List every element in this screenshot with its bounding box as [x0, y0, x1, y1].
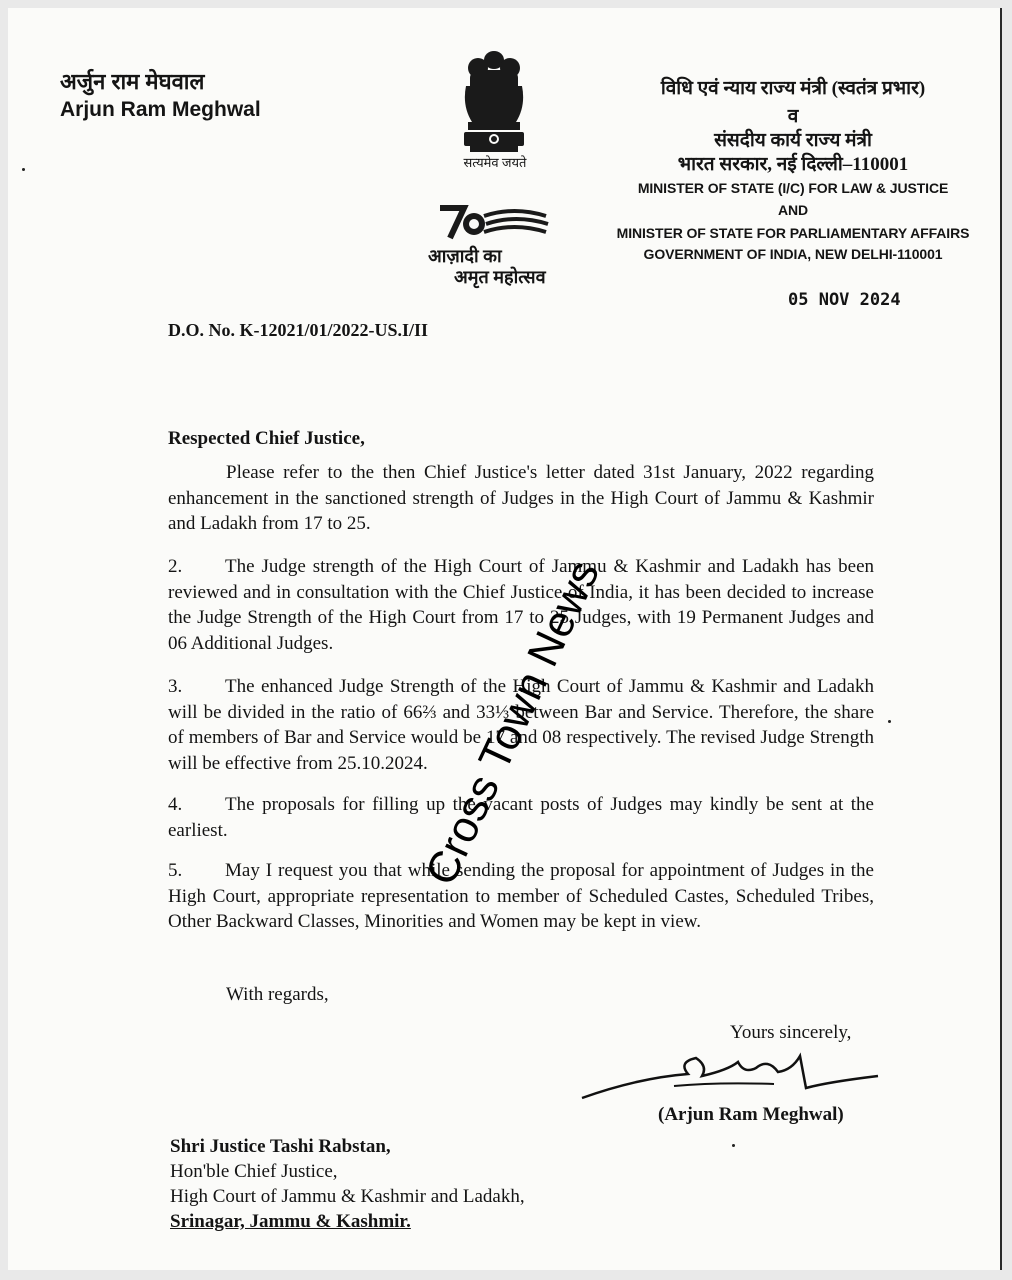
- designation-hindi-line-2: व: [787, 106, 799, 127]
- paragraph-number: 3.: [168, 676, 183, 697]
- addressee-location: Srinagar, Jammu & Kashmir.: [170, 1211, 411, 1232]
- paragraph-text: The Judge strength of the High Court of Jammu & Kashmir and Ladakh has been reviewed and in consultation with the Chief Justice of India, it has been decided to increase the Judge Strength of the High Court from 17 to 25 Judges, with 19 Permanent Judges and 06 Additional Judges.: [168, 556, 874, 654]
- paragraph-4: [168, 792, 874, 843]
- designation-english-line-4: GOVERNMENT OF INDIA, NEW DELHI-110001: [643, 246, 943, 262]
- salutation: Respected Chief Justice,: [168, 428, 365, 449]
- designation-hindi-line-3: संसदीय कार्य राज्य मंत्री: [714, 130, 872, 151]
- watermark: Cross Town News: [416, 553, 609, 893]
- do-number: D.O. No. K-12021/01/2022-US.I/II: [168, 320, 429, 340]
- designation-english-line-3: MINISTER OF STATE FOR PARLIAMENTARY AFFAIRS: [616, 225, 970, 241]
- paragraph-text: The proposals for filling up the vacant posts of Judges may kindly be sent at the earliest.: [168, 794, 874, 841]
- emblem-motto: सत्यमेव जयते: [463, 155, 527, 170]
- date-stamp: 05 NOV 2024: [788, 290, 901, 310]
- designation-hindi-line-4: भारत सरकार, नई दिल्ली–110001: [677, 154, 909, 175]
- sender-name-hindi: अर्जुन राम मेघवाल: [60, 69, 205, 94]
- scan-speck: [888, 720, 891, 723]
- letter-page: [8, 8, 1002, 1270]
- sender-name-english: Arjun Ram Meghwal: [60, 98, 261, 121]
- addressee-court: High Court of Jammu & Kashmir and Ladakh,: [170, 1186, 525, 1207]
- designation-english-line-1: MINISTER OF STATE (I/C) FOR LAW & JUSTICE: [637, 180, 949, 196]
- scan-speck: [732, 1144, 735, 1147]
- addressee-title: Hon'ble Chief Justice,: [170, 1161, 338, 1182]
- designation-english-line-2: AND: [777, 202, 809, 218]
- signature-icon: [578, 1048, 888, 1110]
- signatory-name: (Arjun Ram Meghwal): [658, 1104, 844, 1125]
- paragraph-number: 5.: [168, 860, 183, 881]
- yours-sincerely: Yours sincerely,: [730, 1022, 852, 1043]
- paragraph-1: [168, 460, 874, 537]
- paragraph-text: Please refer to the then Chief Justice's letter dated 31st January, 2022 regarding enhancement in the sanctioned strength of Judges in the High Court of Jammu & Kashmir and Ladakh from 17 to 25.: [168, 462, 874, 534]
- scan-speck: [22, 168, 25, 171]
- designation-hindi-line-1: विधि एवं न्याय राज्य मंत्री (स्वतंत्र प्रभार): [660, 78, 926, 99]
- paragraph-number: 4.: [168, 794, 183, 815]
- closing: With regards,: [226, 984, 329, 1005]
- addressee-name: Shri Justice Tashi Rabstan,: [170, 1136, 391, 1157]
- paragraph-number: 2.: [168, 556, 183, 577]
- paragraph-text: May I request you that while sending the proposal for appointment of Judges in the High Court, appropriate representation to member of Scheduled Castes, Scheduled Tribes, Other Backward Classes, Minorities and Women may be kept in view.: [168, 860, 874, 932]
- azadi-line-1: आज़ादी का: [428, 246, 502, 266]
- azadi-line-2: अमृत महोत्सव: [454, 267, 546, 287]
- paragraph-2: [168, 554, 874, 656]
- paragraph-text: The enhanced Judge Strength of the High Court of Jammu & Kashmir and Ladakh will be divided in the ratio of 66⅔ and 33⅓ between Bar and Service. Therefore, the share of members of Bar and Service would be 17 and 08 respectively. The revised Judge Strength will be effective from 25.10.2024.: [168, 676, 874, 774]
- paragraph-5: [168, 858, 874, 935]
